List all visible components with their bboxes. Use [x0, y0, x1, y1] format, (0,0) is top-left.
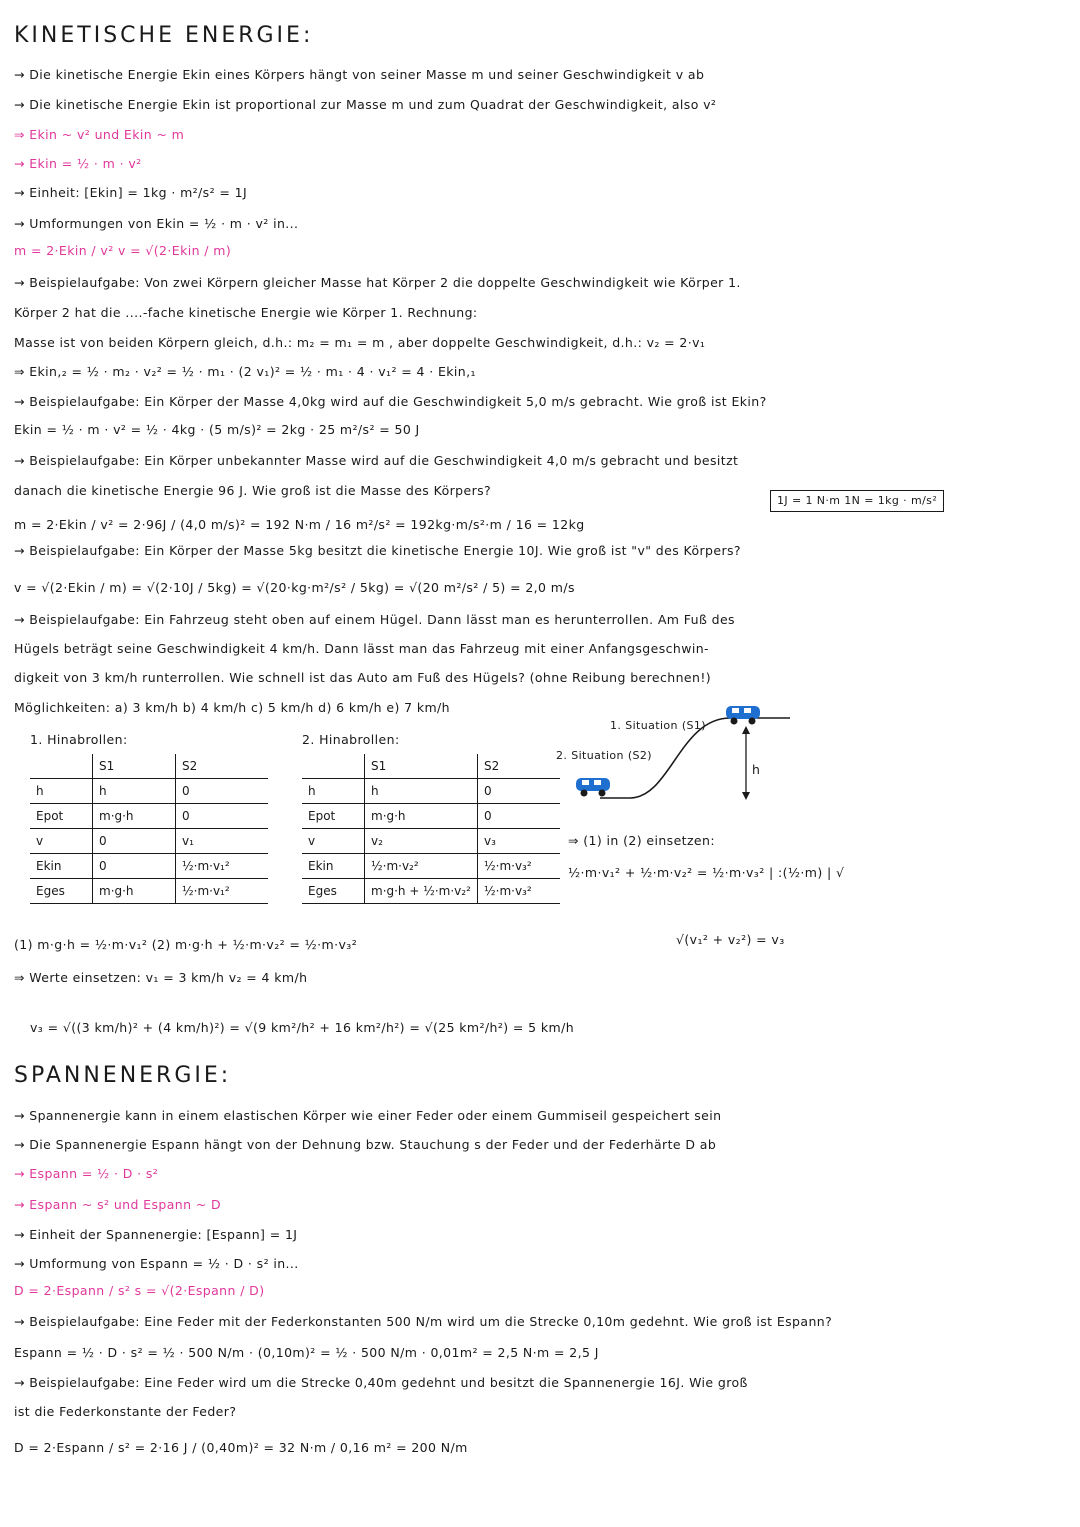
- kinetic-line-2: → Die kinetische Energie Ekin ist proportional zur Masse m und zum Quadrat der Geschwindigkeit, also v²: [14, 97, 717, 112]
- table-row: [302, 854, 560, 879]
- car-icon: [572, 774, 614, 798]
- table-row: [302, 754, 560, 779]
- kinetic-rearrange: → Umformungen von Ekin = ½ · m · v² in...: [14, 216, 299, 231]
- table-cell: 0: [93, 854, 176, 879]
- spann-example-1-task: → Beispielaufgabe: Eine Feder mit der Federkonstanten 500 N/m wird um die Strecke 0,10m gedehnt. Wie groß ist Espann?: [14, 1314, 833, 1329]
- kinetic-example-5-task-c: digkeit von 3 km/h runterrollen. Wie schnell ist das Auto am Fuß des Hügels? (ohne Reibung berechnen!): [14, 670, 712, 685]
- table-cell: v₁: [176, 829, 269, 854]
- table-cell: Epot: [30, 804, 93, 829]
- table-cell: v: [302, 829, 365, 854]
- spann-unit: → Einheit der Spannenergie: [Espann] = 1J: [14, 1227, 298, 1242]
- kinetic-example-1-solution-b: ⇒ Ekin,₂ = ½ · m₂ · v₂² = ½ · m₁ · (2 v₁)² = ½ · m₁ · 4 · v₁² = 4 · Ekin,₁: [14, 364, 476, 379]
- kinetic-example-1-task-b: Körper 2 hat die ....-fache kinetische Energie wie Körper 1. Rechnung:: [14, 305, 478, 320]
- kinetic-example-4-solution: v = √(2·Ekin / m) = √(2·10J / 5kg) = √(20·kg·m²/s² / 5kg) = √(20 m²/s² / 5) = 2,0 m/s: [14, 580, 575, 595]
- table-cell: v₃: [478, 829, 561, 854]
- table-cell: ½·m·v₃²: [478, 879, 561, 904]
- table-cell: m·g·h: [93, 879, 176, 904]
- kinetic-example-2-task: → Beispielaufgabe: Ein Körper der Masse 4,0kg wird auf die Geschwindigkeit 5,0 m/s gebracht. Wie groß ist Ekin?: [14, 394, 767, 409]
- kinetic-example-5-options: Möglichkeiten: a) 3 km/h b) 4 km/h c) 5 km/h d) 6 km/h e) 7 km/h: [14, 700, 450, 715]
- spann-title: SPANNENERGIE:: [14, 1063, 232, 1088]
- situation-1-label: 1. Situation (S1): [610, 719, 706, 732]
- table-cell: v₂: [365, 829, 478, 854]
- kinetic-example-3-solution: m = 2·Ekin / v² = 2·96J / (4,0 m/s)² = 192 N·m / 16 m²/s² = 192kg·m/s²·m / 16 = 12kg: [14, 517, 585, 532]
- spann-rearranged-formulas: D = 2·Espann / s² s = √(2·Espann / D): [14, 1283, 265, 1298]
- kinetic-example-2-solution: Ekin = ½ · m · v² = ½ · 4kg · (5 m/s)² = 2kg · 25 m²/s² = 50 J: [14, 422, 420, 437]
- kinetic-example-3-task-a: → Beispielaufgabe: Ein Körper unbekannter Masse wird auf die Geschwindigkeit 4,0 m/s gebracht und besitzt: [14, 453, 739, 468]
- table-cell: m·g·h: [365, 804, 478, 829]
- table-row: [30, 754, 268, 779]
- table-cell: h: [365, 779, 478, 804]
- spann-rearrange: → Umformung von Espann = ½ · D · s² in...: [14, 1256, 299, 1271]
- kinetic-example-4-task: → Beispielaufgabe: Ein Körper der Masse 5kg besitzt die kinetische Energie 10J. Wie groß ist "v" des Körpers?: [14, 543, 741, 558]
- table-cell: ½·m·v₂²: [365, 854, 478, 879]
- energy-table-1: [30, 754, 268, 904]
- spann-example-1-solution: Espann = ½ · D · s² = ½ · 500 N/m · (0,10m)² = ½ · 500 N/m · 0,01m² = 2,5 N·m = 2,5 J: [14, 1345, 599, 1360]
- situation-2-label: 2. Situation (S2): [556, 749, 652, 762]
- spann-example-2-task-b: ist die Federkonstante der Feder?: [14, 1404, 237, 1419]
- spann-proportionality: → Espann ~ s² und Espann ~ D: [14, 1197, 222, 1212]
- table-cell: ½·m·v₃²: [478, 854, 561, 879]
- table-2-title: 2. Hinabrollen:: [302, 732, 400, 747]
- table-row: [30, 804, 268, 829]
- kinetic-example-5-task-a: → Beispielaufgabe: Ein Fahrzeug steht oben auf einem Hügel. Dann lässt man es herunterrollen. Am Fuß des: [14, 612, 735, 627]
- table-cell: S1: [93, 754, 176, 779]
- kinetic-rearranged-formulas: m = 2·Ekin / v² v = √(2·Ekin / m): [14, 243, 232, 258]
- table-cell: Eges: [302, 879, 365, 904]
- energy-equations: (1) m·g·h = ½·m·v₁² (2) m·g·h + ½·m·v₂² = ½·m·v₃²: [14, 937, 358, 952]
- table-cell: 0: [478, 804, 561, 829]
- table-cell: S2: [176, 754, 269, 779]
- kinetic-formula: → Ekin = ½ · m · v²: [14, 156, 142, 171]
- table-cell: Ekin: [302, 854, 365, 879]
- kinetic-title: KINETISCHE ENERGIE:: [14, 23, 314, 48]
- table-cell: 0: [176, 804, 269, 829]
- table-cell: h: [302, 779, 365, 804]
- table-row: [30, 829, 268, 854]
- unit-conversion-box: 1J = 1 N·m 1N = 1kg · m/s²: [770, 490, 944, 512]
- kinetic-example-3-task-b: danach die kinetische Energie 96 J. Wie groß ist die Masse des Körpers?: [14, 483, 492, 498]
- table-row: [302, 779, 560, 804]
- table-cell: ½·m·v₁²: [176, 879, 269, 904]
- table-row: [30, 854, 268, 879]
- table-row: [302, 804, 560, 829]
- table-1-title: 1. Hinabrollen:: [30, 732, 128, 747]
- kinetic-proportionality: ⇒ Ekin ~ v² und Ekin ~ m: [14, 127, 185, 142]
- table-row: [30, 879, 268, 904]
- v3-result: v₃ = √((3 km/h)² + (4 km/h)²) = √(9 km²/h² + 16 km²/h²) = √(25 km²/h²) = 5 km/h: [30, 1020, 575, 1035]
- table-cell: 0: [93, 829, 176, 854]
- energy-table-2: [302, 754, 560, 904]
- spann-line-1: → Spannenergie kann in einem elastischen Körper wie einer Feder oder einem Gummiseil gespeichert sein: [14, 1108, 722, 1123]
- insert-equation: ½·m·v₁² + ½·m·v₂² = ½·m·v₃² | :(½·m) | √: [568, 865, 845, 880]
- kinetic-example-5-task-b: Hügels beträgt seine Geschwindigkeit 4 km/h. Dann lässt man das Fahrzeug mit einer Anfangsgeschwin-: [14, 641, 709, 656]
- table-row: [302, 829, 560, 854]
- insert-values: ⇒ Werte einsetzen: v₁ = 3 km/h v₂ = 4 km/h: [14, 970, 308, 985]
- table-cell: m·g·h: [93, 804, 176, 829]
- table-cell: 0: [176, 779, 269, 804]
- kinetic-line-1: → Die kinetische Energie Ekin eines Körpers hängt von seiner Masse m und seiner Geschwindigkeit v ab: [14, 67, 705, 82]
- table-cell: h: [30, 779, 93, 804]
- insert-instruction: ⇒ (1) in (2) einsetzen:: [568, 833, 715, 848]
- spann-line-2: → Die Spannenergie Espann hängt von der Dehnung bzw. Stauchung s der Feder und der Federhärte D ab: [14, 1137, 717, 1152]
- spann-formula: → Espann = ½ · D · s²: [14, 1166, 159, 1181]
- table-cell: Epot: [302, 804, 365, 829]
- table-cell: h: [93, 779, 176, 804]
- spann-example-2-task-a: → Beispielaufgabe: Eine Feder wird um die Strecke 0,40m gedehnt und besitzt die Spannenergie 16J. Wie groß: [14, 1375, 748, 1390]
- table-cell: m·g·h + ½·m·v₂²: [365, 879, 478, 904]
- table-cell: ½·m·v₁²: [176, 854, 269, 879]
- table-cell: [302, 754, 365, 779]
- table-cell: Ekin: [30, 854, 93, 879]
- car-icon: [722, 702, 764, 726]
- table-cell: S2: [478, 754, 561, 779]
- kinetic-example-1-solution-a: Masse ist von beiden Körpern gleich, d.h.: m₂ = m₁ = m , aber doppelte Geschwindigkeit, d.h.: v₂ = 2·v₁: [14, 335, 706, 350]
- height-label: h: [752, 762, 761, 777]
- table-cell: S1: [365, 754, 478, 779]
- table-cell: [30, 754, 93, 779]
- kinetic-example-1-task-a: → Beispielaufgabe: Von zwei Körpern gleicher Masse hat Körper 2 die doppelte Geschwindigkeit wie Körper 1.: [14, 275, 741, 290]
- root-equation: √(v₁² + v₂²) = v₃: [676, 932, 785, 947]
- table-cell: 0: [478, 779, 561, 804]
- table-row: [30, 779, 268, 804]
- table-cell: Eges: [30, 879, 93, 904]
- table-row: [302, 879, 560, 904]
- table-cell: v: [30, 829, 93, 854]
- spann-example-2-solution: D = 2·Espann / s² = 2·16 J / (0,40m)² = 32 N·m / 0,16 m² = 200 N/m: [14, 1440, 468, 1455]
- kinetic-unit: → Einheit: [Ekin] = 1kg · m²/s² = 1J: [14, 185, 248, 200]
